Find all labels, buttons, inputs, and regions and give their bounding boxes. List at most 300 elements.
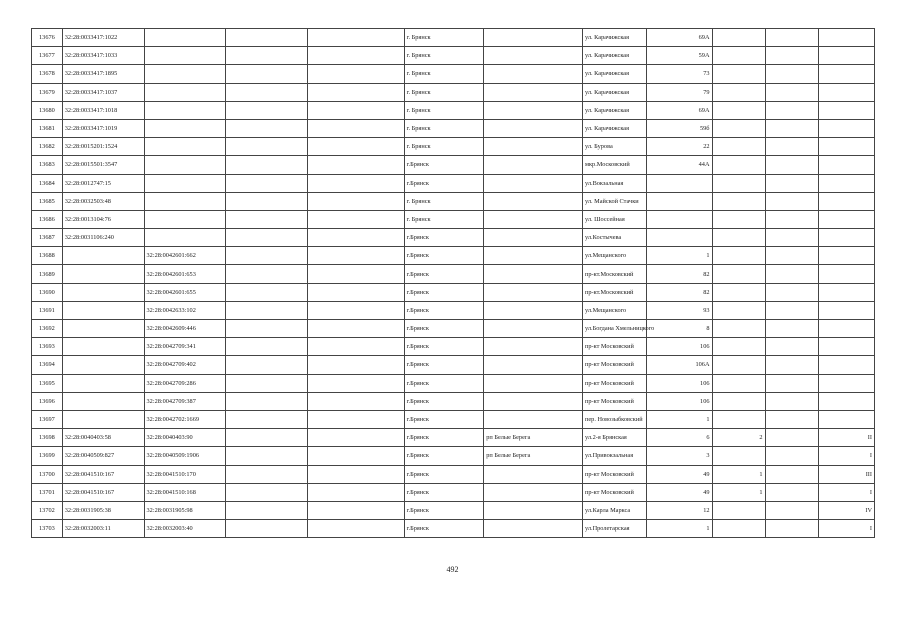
cell-city: г.Брянск <box>404 410 484 428</box>
cell-empty <box>226 465 308 483</box>
cell-district <box>484 392 583 410</box>
cell-house: 1 <box>646 520 712 538</box>
table-row <box>32 138 875 156</box>
cell-record-number: 13699 <box>32 447 63 465</box>
cell-district <box>484 301 583 319</box>
cell-city: г.Брянск <box>404 283 484 301</box>
cell-cadastral-number: 32:28:0033417:1022 <box>62 29 144 47</box>
cell-city: г.Брянск <box>404 429 484 447</box>
cell-record-number: 13692 <box>32 320 63 338</box>
cell-empty <box>765 320 818 338</box>
cell-building <box>712 374 765 392</box>
cell-house: 6 <box>646 429 712 447</box>
cell-building <box>712 283 765 301</box>
cell-house: 49 <box>646 465 712 483</box>
cell-apartment <box>818 410 874 428</box>
cell-house: 106А <box>646 356 712 374</box>
cell-cadastral-number-room: 32:28:0042709:341 <box>144 338 226 356</box>
cell-building <box>712 338 765 356</box>
cell-empty <box>226 392 308 410</box>
cell-cadastral-number-room <box>144 138 226 156</box>
cell-house: 3 <box>646 447 712 465</box>
cell-cadastral-number <box>62 265 144 283</box>
cell-street: ул. Бурова <box>583 138 647 156</box>
table-row <box>32 119 875 137</box>
table-row <box>32 465 875 483</box>
table-row <box>32 338 875 356</box>
cell-house: 106 <box>646 392 712 410</box>
cell-record-number: 13682 <box>32 138 63 156</box>
cell-district <box>484 501 583 519</box>
table-row <box>32 283 875 301</box>
cell-empty <box>226 247 308 265</box>
cell-cadastral-number-room: 32:28:0041510:170 <box>144 465 226 483</box>
table-row <box>32 447 875 465</box>
cell-building <box>712 119 765 137</box>
cell-district <box>484 265 583 283</box>
cell-street: ул.Пролетарская <box>583 520 647 538</box>
cell-empty <box>765 410 818 428</box>
cell-district <box>484 283 583 301</box>
cell-apartment <box>818 119 874 137</box>
cell-cadastral-number: 32:28:0033417:1037 <box>62 83 144 101</box>
cell-apartment <box>818 247 874 265</box>
cell-city: г.Брянск <box>404 320 484 338</box>
cell-apartment <box>818 210 874 228</box>
table-row <box>32 156 875 174</box>
cell-building <box>712 392 765 410</box>
cell-apartment: I <box>818 483 874 501</box>
cell-apartment <box>818 47 874 65</box>
cell-cadastral-number: 32:28:0032503:48 <box>62 192 144 210</box>
cell-building <box>712 138 765 156</box>
cell-street: пр-кт Московский <box>583 465 647 483</box>
cell-apartment <box>818 174 874 192</box>
cell-cadastral-number-room: 32:28:0040403:90 <box>144 429 226 447</box>
cell-house <box>646 192 712 210</box>
cell-empty <box>308 265 405 283</box>
cell-apartment <box>818 192 874 210</box>
cell-cadastral-number-room <box>144 174 226 192</box>
cell-house: 49 <box>646 483 712 501</box>
cell-house: 1 <box>646 410 712 428</box>
cell-empty <box>308 338 405 356</box>
cell-building: 1 <box>712 483 765 501</box>
cell-street: пр-кт Московский <box>583 483 647 501</box>
cell-empty <box>765 229 818 247</box>
cell-city: г.Брянск <box>404 374 484 392</box>
cell-cadastral-number-room: 32:28:0042709:387 <box>144 392 226 410</box>
cell-house: 69А <box>646 101 712 119</box>
cell-empty <box>226 483 308 501</box>
table-row <box>32 247 875 265</box>
cell-empty <box>226 520 308 538</box>
cell-cadastral-number-room: 32:28:0042601:655 <box>144 283 226 301</box>
cell-record-number: 13680 <box>32 101 63 119</box>
cell-record-number: 13700 <box>32 465 63 483</box>
cell-building <box>712 265 765 283</box>
cell-empty <box>308 101 405 119</box>
cell-cadastral-number <box>62 374 144 392</box>
cell-apartment <box>818 320 874 338</box>
cell-empty <box>765 392 818 410</box>
table-row <box>32 429 875 447</box>
cell-house: 59б <box>646 119 712 137</box>
cell-district <box>484 192 583 210</box>
cell-cadastral-number: 32:28:0041510:167 <box>62 483 144 501</box>
cell-building <box>712 101 765 119</box>
cell-empty <box>308 447 405 465</box>
cell-record-number: 13678 <box>32 65 63 83</box>
cell-empty <box>226 47 308 65</box>
cell-record-number: 13676 <box>32 29 63 47</box>
cell-house: 8 <box>646 320 712 338</box>
cell-empty <box>765 119 818 137</box>
cell-apartment <box>818 156 874 174</box>
cell-cadastral-number-room: 32:28:0032003:40 <box>144 520 226 538</box>
cell-record-number: 13697 <box>32 410 63 428</box>
cell-building <box>712 47 765 65</box>
cell-building <box>712 192 765 210</box>
cell-house: 12 <box>646 501 712 519</box>
cell-city: г.Брянск <box>404 392 484 410</box>
cell-empty <box>308 392 405 410</box>
cell-cadastral-number-room: 32:28:0041510:168 <box>144 483 226 501</box>
cell-street: ул.Костычева <box>583 229 647 247</box>
cell-cadastral-number: 32:28:0013104:76 <box>62 210 144 228</box>
cell-cadastral-number-room <box>144 192 226 210</box>
cell-empty <box>226 410 308 428</box>
table-row <box>32 410 875 428</box>
table-row <box>32 229 875 247</box>
cell-house: 73 <box>646 65 712 83</box>
cell-empty <box>226 374 308 392</box>
cell-cadastral-number-room: 32:28:0042709:402 <box>144 356 226 374</box>
cell-house <box>646 210 712 228</box>
cell-cadastral-number-room <box>144 210 226 228</box>
cell-house: 106 <box>646 338 712 356</box>
table-row <box>32 65 875 83</box>
cell-record-number: 13686 <box>32 210 63 228</box>
cell-cadastral-number-room <box>144 29 226 47</box>
cell-building <box>712 229 765 247</box>
cell-apartment <box>818 101 874 119</box>
cell-district <box>484 320 583 338</box>
table-row <box>32 192 875 210</box>
cell-building <box>712 320 765 338</box>
cell-empty <box>308 29 405 47</box>
cell-empty <box>765 174 818 192</box>
cell-street: ул.Богдана Хмельницкого <box>583 320 647 338</box>
cell-house <box>646 229 712 247</box>
cell-empty <box>308 210 405 228</box>
cell-cadastral-number: 32:28:0040403:58 <box>62 429 144 447</box>
cell-cadastral-number <box>62 320 144 338</box>
cell-street: ул. Карачижская <box>583 65 647 83</box>
cell-street: пр-кт Московский <box>583 374 647 392</box>
cell-record-number: 13701 <box>32 483 63 501</box>
cell-cadastral-number-room <box>144 156 226 174</box>
table-row <box>32 265 875 283</box>
cell-building <box>712 356 765 374</box>
cell-district <box>484 29 583 47</box>
cell-city: г. Брянск <box>404 210 484 228</box>
cell-street: пр-кт Московский <box>583 338 647 356</box>
cell-empty <box>308 483 405 501</box>
cell-record-number: 13691 <box>32 301 63 319</box>
cell-empty <box>226 356 308 374</box>
cell-empty <box>765 247 818 265</box>
cell-city: г.Брянск <box>404 483 484 501</box>
cell-empty <box>308 192 405 210</box>
cell-empty <box>765 101 818 119</box>
cell-house: 1 <box>646 247 712 265</box>
cell-empty <box>308 65 405 83</box>
cell-empty <box>226 501 308 519</box>
cell-cadastral-number: 32:28:0040509:827 <box>62 447 144 465</box>
cell-empty <box>226 429 308 447</box>
cell-record-number: 13685 <box>32 192 63 210</box>
cell-building <box>712 520 765 538</box>
cell-district <box>484 210 583 228</box>
cell-empty <box>765 156 818 174</box>
table-row <box>32 356 875 374</box>
cell-house: 69А <box>646 29 712 47</box>
cell-building: 1 <box>712 465 765 483</box>
cell-empty <box>765 265 818 283</box>
cell-record-number: 13702 <box>32 501 63 519</box>
cell-empty <box>308 174 405 192</box>
cell-cadastral-number-room <box>144 47 226 65</box>
cell-apartment <box>818 83 874 101</box>
cell-city: г. Брянск <box>404 138 484 156</box>
cell-empty <box>765 47 818 65</box>
cell-cadastral-number <box>62 301 144 319</box>
cell-apartment: I <box>818 447 874 465</box>
cell-record-number: 13688 <box>32 247 63 265</box>
cell-empty <box>226 320 308 338</box>
cell-empty <box>226 229 308 247</box>
cell-street: мкр.Московский <box>583 156 647 174</box>
cell-street: пр-кт Московский <box>583 392 647 410</box>
cell-empty <box>765 283 818 301</box>
cell-apartment <box>818 301 874 319</box>
cell-empty <box>226 265 308 283</box>
cell-empty <box>308 501 405 519</box>
cell-empty <box>226 301 308 319</box>
cell-building <box>712 174 765 192</box>
cell-building <box>712 29 765 47</box>
cell-district <box>484 229 583 247</box>
cell-city: г.Брянск <box>404 174 484 192</box>
cell-street: ул.2-я Брянская <box>583 429 647 447</box>
cell-district <box>484 138 583 156</box>
cell-empty <box>765 483 818 501</box>
cell-street: пр-кт.Московский <box>583 265 647 283</box>
cell-apartment <box>818 392 874 410</box>
cell-district <box>484 119 583 137</box>
cell-apartment: IV <box>818 501 874 519</box>
cell-empty <box>308 356 405 374</box>
table-body <box>32 29 875 538</box>
cell-record-number: 13684 <box>32 174 63 192</box>
cell-empty <box>308 520 405 538</box>
cell-city: г. Брянск <box>404 119 484 137</box>
cell-district <box>484 47 583 65</box>
cell-city: г.Брянск <box>404 356 484 374</box>
cell-city: г.Брянск <box>404 265 484 283</box>
cell-house <box>646 174 712 192</box>
cell-cadastral-number <box>62 247 144 265</box>
cell-empty <box>765 520 818 538</box>
cell-house: 82 <box>646 283 712 301</box>
cell-record-number: 13687 <box>32 229 63 247</box>
cell-empty <box>765 29 818 47</box>
cell-building: 2 <box>712 429 765 447</box>
cell-empty <box>765 138 818 156</box>
cell-cadastral-number-room: 32:28:0042609:446 <box>144 320 226 338</box>
cell-city: г. Брянск <box>404 192 484 210</box>
cell-house: 44А <box>646 156 712 174</box>
cell-empty <box>308 47 405 65</box>
cell-empty <box>765 65 818 83</box>
cell-city: г.Брянск <box>404 465 484 483</box>
cell-cadastral-number-room <box>144 65 226 83</box>
table-row <box>32 520 875 538</box>
cell-empty <box>226 210 308 228</box>
cell-empty <box>308 301 405 319</box>
cell-cadastral-number-room: 32:28:0042601:653 <box>144 265 226 283</box>
cell-cadastral-number: 32:28:0012747:15 <box>62 174 144 192</box>
cell-cadastral-number <box>62 283 144 301</box>
cell-empty <box>226 29 308 47</box>
cell-cadastral-number <box>62 410 144 428</box>
table-row <box>32 210 875 228</box>
cell-apartment <box>818 283 874 301</box>
cell-cadastral-number-room: 32:28:0042702:1669 <box>144 410 226 428</box>
table-row <box>32 83 875 101</box>
cell-city: г.Брянск <box>404 229 484 247</box>
cell-empty <box>308 465 405 483</box>
cell-empty <box>226 174 308 192</box>
cell-empty <box>765 83 818 101</box>
cell-city: г.Брянск <box>404 301 484 319</box>
cell-house: 59А <box>646 47 712 65</box>
cell-district <box>484 338 583 356</box>
cell-empty <box>308 429 405 447</box>
cell-cadastral-number: 32:28:0015201:1524 <box>62 138 144 156</box>
table-row <box>32 374 875 392</box>
cell-apartment <box>818 138 874 156</box>
cell-building <box>712 447 765 465</box>
cell-district <box>484 410 583 428</box>
cell-empty <box>765 356 818 374</box>
cell-street: ул.Привокзальная <box>583 447 647 465</box>
cell-empty <box>308 247 405 265</box>
cell-empty <box>226 101 308 119</box>
cell-apartment <box>818 374 874 392</box>
cell-city: г.Брянск <box>404 447 484 465</box>
cell-empty <box>226 192 308 210</box>
cell-apartment <box>818 338 874 356</box>
table-row <box>32 101 875 119</box>
cell-district <box>484 247 583 265</box>
cell-apartment <box>818 29 874 47</box>
cell-empty <box>765 192 818 210</box>
cell-cadastral-number <box>62 338 144 356</box>
cell-record-number: 13689 <box>32 265 63 283</box>
cell-cadastral-number-room <box>144 119 226 137</box>
cell-empty <box>308 283 405 301</box>
cell-empty <box>226 65 308 83</box>
cell-street: пр-кт.Московский <box>583 283 647 301</box>
cell-empty <box>765 338 818 356</box>
cell-apartment: III <box>818 465 874 483</box>
cell-empty <box>765 210 818 228</box>
cell-district <box>484 156 583 174</box>
cell-record-number: 13677 <box>32 47 63 65</box>
cell-house: 22 <box>646 138 712 156</box>
cell-building <box>712 83 765 101</box>
cell-city: г. Брянск <box>404 101 484 119</box>
cell-empty <box>308 320 405 338</box>
cell-district <box>484 356 583 374</box>
cell-city: г.Брянск <box>404 156 484 174</box>
cell-street: ул. Карачижская <box>583 101 647 119</box>
cell-empty <box>226 338 308 356</box>
cell-record-number: 13679 <box>32 83 63 101</box>
table-row <box>32 501 875 519</box>
cell-empty <box>226 283 308 301</box>
cell-apartment <box>818 356 874 374</box>
cell-house: 79 <box>646 83 712 101</box>
cell-empty <box>765 465 818 483</box>
cell-street: ул. Карачижская <box>583 47 647 65</box>
cell-street: пр-кт Московский <box>583 356 647 374</box>
cell-record-number: 13696 <box>32 392 63 410</box>
cell-cadastral-number: 32:28:0033417:1033 <box>62 47 144 65</box>
cell-building <box>712 410 765 428</box>
cell-street: ул.Мещанского <box>583 301 647 319</box>
cell-empty <box>308 410 405 428</box>
cell-building <box>712 156 765 174</box>
cell-city: г. Брянск <box>404 47 484 65</box>
cell-district <box>484 101 583 119</box>
cell-empty <box>226 119 308 137</box>
cell-apartment <box>818 229 874 247</box>
cell-city: г. Брянск <box>404 29 484 47</box>
cell-empty <box>765 501 818 519</box>
cell-street: ул. Майской Стачки <box>583 192 647 210</box>
cell-building <box>712 301 765 319</box>
cell-empty <box>765 429 818 447</box>
cell-cadastral-number-room <box>144 83 226 101</box>
cell-record-number: 13698 <box>32 429 63 447</box>
cell-apartment <box>818 65 874 83</box>
cell-cadastral-number: 32:28:0032003:11 <box>62 520 144 538</box>
cell-cadastral-number-room <box>144 229 226 247</box>
cell-apartment: I <box>818 520 874 538</box>
cell-cadastral-number-room: 32:28:0042601:662 <box>144 247 226 265</box>
cell-street: ул.Мещанского <box>583 247 647 265</box>
cell-building <box>712 501 765 519</box>
cell-apartment <box>818 265 874 283</box>
cell-cadastral-number-room <box>144 101 226 119</box>
cell-cadastral-number: 32:28:0033417:1018 <box>62 101 144 119</box>
cell-cadastral-number-room: 32:28:0040509:1906 <box>144 447 226 465</box>
cell-empty <box>308 83 405 101</box>
cell-cadastral-number-room: 32:28:0031905:98 <box>144 501 226 519</box>
